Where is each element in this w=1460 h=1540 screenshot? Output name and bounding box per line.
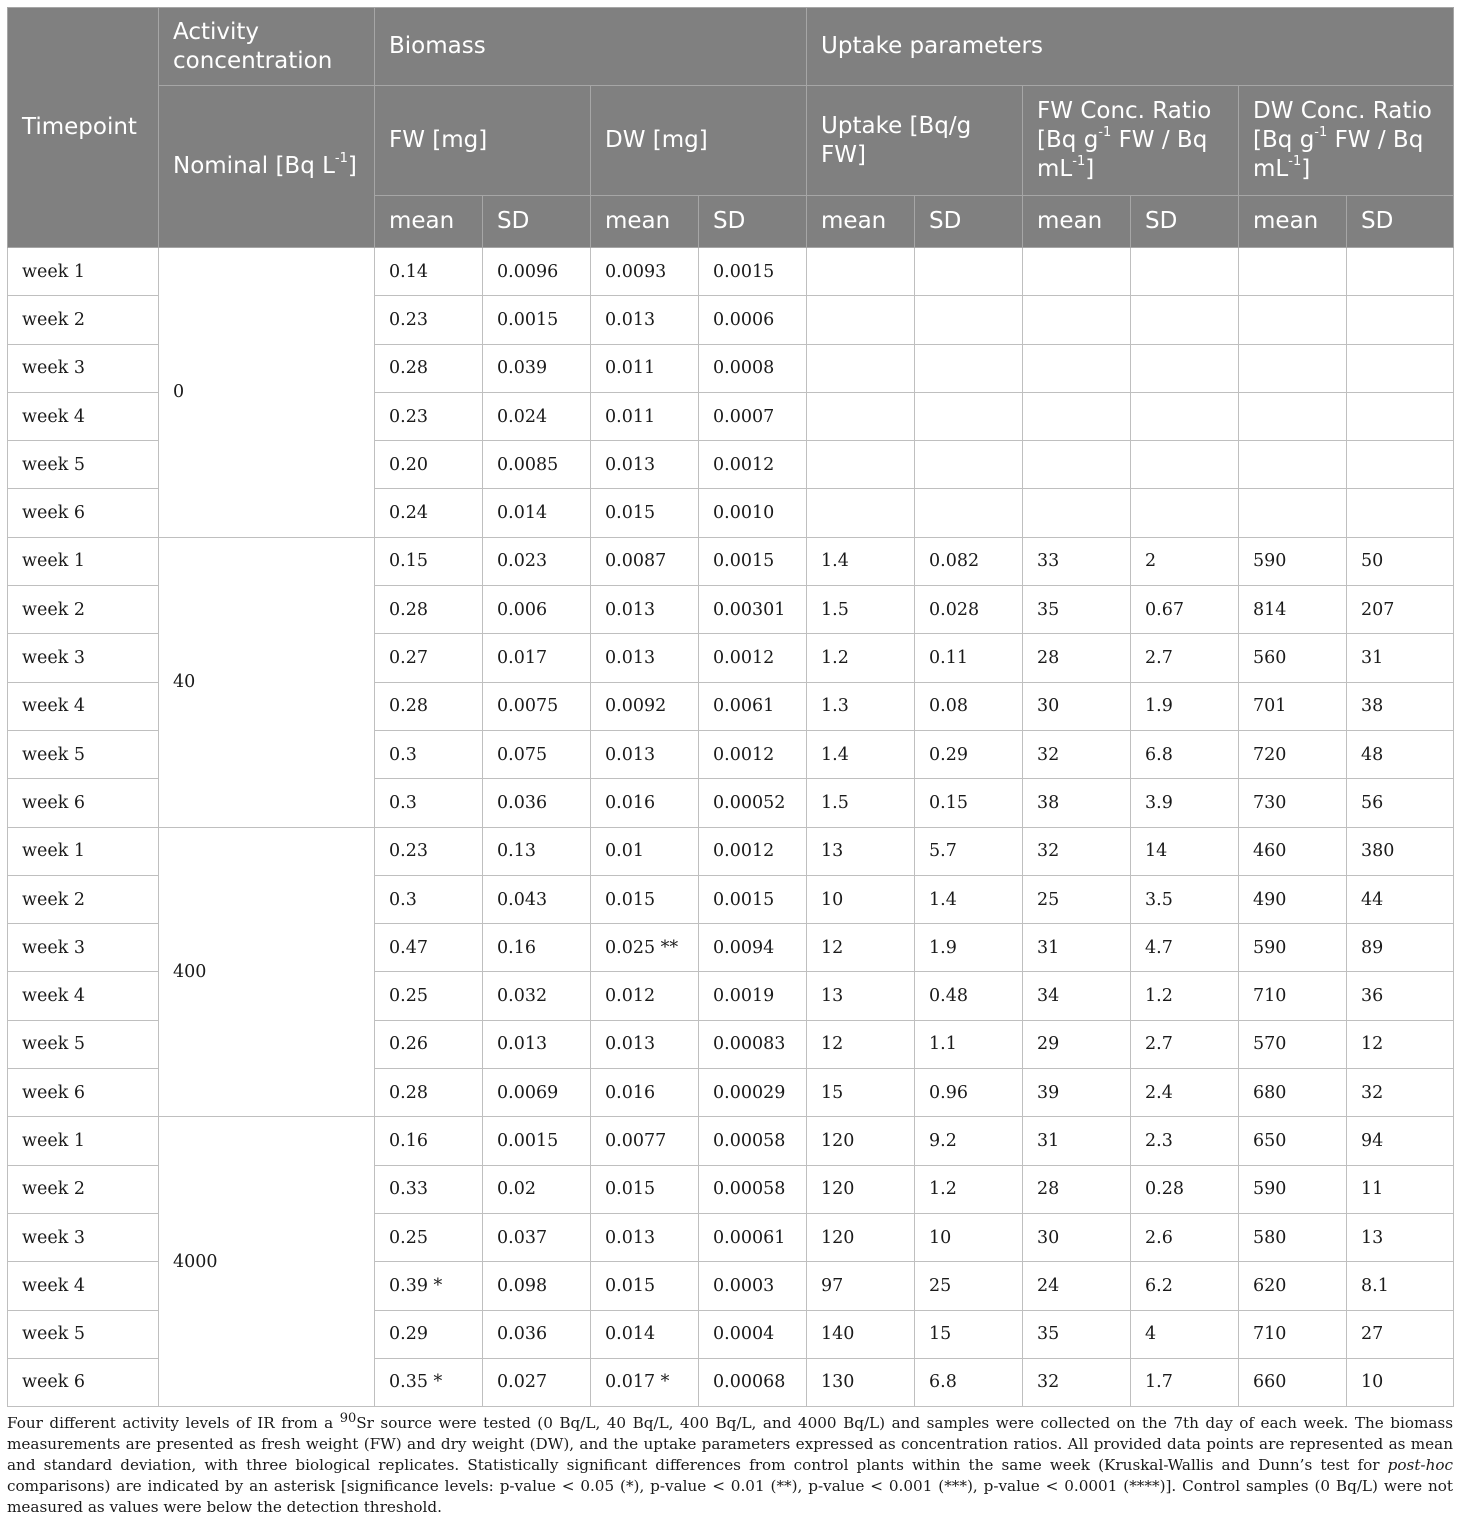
cell-value — [915, 296, 1023, 344]
cell-timepoint: week 4 — [8, 682, 159, 730]
cell-value: 9.2 — [915, 1117, 1023, 1165]
cell-value: 0.0019 — [699, 972, 807, 1020]
cell-timepoint: week 6 — [8, 1069, 159, 1117]
cell-value: 4 — [1131, 1310, 1239, 1358]
cell-value: 0.013 — [591, 586, 699, 634]
cell-value: 25 — [915, 1262, 1023, 1310]
cell-value: 0.013 — [591, 296, 699, 344]
header-uptake-sd: SD — [915, 196, 1023, 248]
header-fw-conc-mean: mean — [1023, 196, 1131, 248]
cell-value: 0.025 ** — [591, 924, 699, 972]
cell-value: 32 — [1023, 730, 1131, 778]
cell-value: 0.0004 — [699, 1310, 807, 1358]
cell-value: 0.02 — [483, 1165, 591, 1213]
cell-value: 29 — [1023, 1020, 1131, 1068]
header-fw-conc-ratio: FW Conc. Ratio [Bq $g^{-1}$ FW / Bq $mL^{-1}$] — [1023, 86, 1239, 196]
cell-value: 30 — [1023, 682, 1131, 730]
cell-value: 0.043 — [483, 875, 591, 923]
cell-value: 0.036 — [483, 779, 591, 827]
cell-value: 0.0012 — [699, 634, 807, 682]
cell-value: 560 — [1239, 634, 1347, 682]
cell-value: 0.0093 — [591, 248, 699, 296]
cell-value: 0.0010 — [699, 489, 807, 537]
cell-value: 10 — [807, 875, 915, 923]
header-dw-sd: SD — [699, 196, 807, 248]
cell-value: 36 — [1347, 972, 1454, 1020]
cell-value: 30 — [1023, 1213, 1131, 1261]
cell-value — [915, 248, 1023, 296]
cell-value — [1131, 248, 1239, 296]
cell-value: 0.13 — [483, 827, 591, 875]
cell-value: 0.0006 — [699, 296, 807, 344]
cell-value: 0.024 — [483, 392, 591, 440]
cell-value: 1.9 — [915, 924, 1023, 972]
cell-value: 0.027 — [483, 1358, 591, 1406]
cell-timepoint: week 4 — [8, 392, 159, 440]
cell-value: 39 — [1023, 1069, 1131, 1117]
cell-value: 0.29 — [915, 730, 1023, 778]
cell-value: 0.23 — [375, 392, 483, 440]
cell-value: 0.00301 — [699, 586, 807, 634]
cell-value: 12 — [807, 1020, 915, 1068]
cell-value: 0.0096 — [483, 248, 591, 296]
cell-value: 1.1 — [915, 1020, 1023, 1068]
cell-concentration: 40 — [159, 537, 375, 827]
cell-value: 4.7 — [1131, 924, 1239, 972]
cell-value: 44 — [1347, 875, 1454, 923]
cell-value — [1347, 441, 1454, 489]
cell-value: 0.0085 — [483, 441, 591, 489]
cell-value: 1.3 — [807, 682, 915, 730]
cell-value: 0.96 — [915, 1069, 1023, 1117]
cell-value: 0.0008 — [699, 344, 807, 392]
cell-value: 814 — [1239, 586, 1347, 634]
cell-value: 0.075 — [483, 730, 591, 778]
cell-value: 0.25 — [375, 1213, 483, 1261]
cell-value — [1131, 392, 1239, 440]
header-uptake-parameters: Uptake parameters — [807, 8, 1454, 86]
cell-concentration: 0 — [159, 248, 375, 538]
cell-value: 0.16 — [483, 924, 591, 972]
cell-value: 0.037 — [483, 1213, 591, 1261]
cell-value: 680 — [1239, 1069, 1347, 1117]
cell-value — [1131, 296, 1239, 344]
cell-value: 0.0003 — [699, 1262, 807, 1310]
cell-value: 490 — [1239, 875, 1347, 923]
cell-value: 207 — [1347, 586, 1454, 634]
table-footnote: Four different activity levels of IR from a 90Sr source were tested (0 Bq/L, 40 Bq/L, 400 Bq/L, and 4000 Bq/L) and samples were collected on the 7th day of each week. The biomass measurements are presented as fresh weight (FW) and dry weight (DW), and the uptake parameters expressed as concentration ratios. All provided data points are represented as mean and standard deviation, with three biological replicates. Statistically significant differences from control plants within the same week (Kruskal-Wallis and Dunn’s test for post-hoc comparisons) are indicated by an asterisk [significance levels: p-value < 0.05 (*), p-value < 0.01 (**), p-value < 0.001 (***), p-value < 0.0001 (****)]. Control samples (0 Bq/L) were not measured as values were below the detection threshold. — [7, 1410, 1454, 1516]
cell-value: 1.7 — [1131, 1358, 1239, 1406]
cell-value: 15 — [807, 1069, 915, 1117]
cell-value: 0.082 — [915, 537, 1023, 585]
cell-value: 32 — [1347, 1069, 1454, 1117]
cell-timepoint: week 2 — [8, 1165, 159, 1213]
cell-value: 0.28 — [375, 682, 483, 730]
cell-timepoint: week 5 — [8, 730, 159, 778]
cell-value: 2.4 — [1131, 1069, 1239, 1117]
cell-value: 0.00052 — [699, 779, 807, 827]
cell-value: 0.0069 — [483, 1069, 591, 1117]
cell-value: 0.23 — [375, 827, 483, 875]
table-body — [8, 248, 1454, 1407]
table-row — [8, 1117, 1454, 1165]
cell-timepoint: week 5 — [8, 441, 159, 489]
cell-value: 0.011 — [591, 344, 699, 392]
cell-value — [1023, 441, 1131, 489]
cell-timepoint: week 2 — [8, 296, 159, 344]
cell-value: 35 — [1023, 586, 1131, 634]
cell-value: 720 — [1239, 730, 1347, 778]
cell-value — [915, 392, 1023, 440]
header-dw-conc-ratio: DW Conc. Ratio [Bq $g^{-1}$ FW / Bq $mL^{-1}$] — [1239, 86, 1454, 196]
cell-value: 0.006 — [483, 586, 591, 634]
cell-value: 701 — [1239, 682, 1347, 730]
cell-value: 130 — [807, 1358, 915, 1406]
cell-value: 0.017 * — [591, 1358, 699, 1406]
cell-value: 0.015 — [591, 1165, 699, 1213]
cell-value: 590 — [1239, 924, 1347, 972]
cell-value: 0.0015 — [699, 248, 807, 296]
cell-value: 0.0087 — [591, 537, 699, 585]
cell-value — [807, 441, 915, 489]
cell-value: 0.47 — [375, 924, 483, 972]
cell-value: 0.08 — [915, 682, 1023, 730]
cell-value: 0.00061 — [699, 1213, 807, 1261]
cell-value: 1.2 — [915, 1165, 1023, 1213]
cell-value: 1.4 — [807, 537, 915, 585]
header-dw-conc-mean: mean — [1239, 196, 1347, 248]
cell-timepoint: week 3 — [8, 634, 159, 682]
cell-value: 0.00029 — [699, 1069, 807, 1117]
cell-value: 33 — [1023, 537, 1131, 585]
cell-value: 0.00058 — [699, 1165, 807, 1213]
cell-timepoint: week 5 — [8, 1310, 159, 1358]
cell-value: 56 — [1347, 779, 1454, 827]
cell-value — [1347, 248, 1454, 296]
cell-value: 120 — [807, 1117, 915, 1165]
cell-value: 2 — [1131, 537, 1239, 585]
cell-value: 0.015 — [591, 1262, 699, 1310]
cell-value: 1.2 — [807, 634, 915, 682]
cell-value: 0.032 — [483, 972, 591, 1020]
cell-value: 2.7 — [1131, 634, 1239, 682]
cell-value: 0.28 — [375, 344, 483, 392]
cell-value: 590 — [1239, 1165, 1347, 1213]
cell-value: 28 — [1023, 634, 1131, 682]
cell-value — [1239, 296, 1347, 344]
header-uptake: Uptake [Bq/g FW] — [807, 86, 1023, 196]
cell-value — [1023, 296, 1131, 344]
header-uptake-mean: mean — [807, 196, 915, 248]
cell-value: 0.0012 — [699, 730, 807, 778]
cell-value — [1131, 489, 1239, 537]
cell-timepoint: week 6 — [8, 779, 159, 827]
cell-timepoint: week 2 — [8, 586, 159, 634]
cell-value: 0.0012 — [699, 827, 807, 875]
cell-value: 8.1 — [1347, 1262, 1454, 1310]
cell-value: 1.2 — [1131, 972, 1239, 1020]
cell-value: 0.011 — [591, 392, 699, 440]
cell-value: 3.9 — [1131, 779, 1239, 827]
cell-value: 0.013 — [591, 1020, 699, 1068]
cell-value — [1347, 344, 1454, 392]
cell-value: 0.39 * — [375, 1262, 483, 1310]
cell-timepoint: week 6 — [8, 489, 159, 537]
cell-value: 32 — [1023, 1358, 1131, 1406]
cell-value: 120 — [807, 1213, 915, 1261]
cell-timepoint: week 1 — [8, 537, 159, 585]
table-header — [8, 8, 1454, 248]
cell-value: 24 — [1023, 1262, 1131, 1310]
cell-value: 50 — [1347, 537, 1454, 585]
cell-value: 0.28 — [375, 1069, 483, 1117]
cell-value: 380 — [1347, 827, 1454, 875]
cell-value: 0.16 — [375, 1117, 483, 1165]
cell-value — [1023, 248, 1131, 296]
cell-value: 32 — [1023, 827, 1131, 875]
cell-value: 0.23 — [375, 296, 483, 344]
cell-value: 5.7 — [915, 827, 1023, 875]
cell-value — [915, 344, 1023, 392]
cell-value — [807, 489, 915, 537]
cell-value — [1131, 441, 1239, 489]
cell-value: 0.0015 — [699, 875, 807, 923]
cell-value: 0.0015 — [699, 537, 807, 585]
header-dw-conc-sd: SD — [1347, 196, 1454, 248]
cell-value: 0.012 — [591, 972, 699, 1020]
header-fw-mean: mean — [375, 196, 483, 248]
cell-value: 48 — [1347, 730, 1454, 778]
cell-value — [915, 489, 1023, 537]
cell-value: 0.0061 — [699, 682, 807, 730]
cell-value — [1239, 344, 1347, 392]
cell-timepoint: week 2 — [8, 875, 159, 923]
cell-value: 0.29 — [375, 1310, 483, 1358]
cell-value: 0.15 — [375, 537, 483, 585]
cell-value: 0.0007 — [699, 392, 807, 440]
cell-value — [807, 248, 915, 296]
cell-value: 0.039 — [483, 344, 591, 392]
cell-value: 1.4 — [915, 875, 1023, 923]
cell-value: 0.35 * — [375, 1358, 483, 1406]
cell-value — [1347, 392, 1454, 440]
cell-value: 38 — [1347, 682, 1454, 730]
cell-timepoint: week 6 — [8, 1358, 159, 1406]
cell-value: 34 — [1023, 972, 1131, 1020]
cell-value: 3.5 — [1131, 875, 1239, 923]
cell-value: 0.3 — [375, 779, 483, 827]
cell-value: 13 — [807, 972, 915, 1020]
cell-timepoint: week 4 — [8, 1262, 159, 1310]
cell-value: 13 — [1347, 1213, 1454, 1261]
cell-value: 0.015 — [591, 489, 699, 537]
cell-value: 0.014 — [483, 489, 591, 537]
cell-value — [807, 344, 915, 392]
cell-value: 0.013 — [591, 730, 699, 778]
cell-value: 0.0092 — [591, 682, 699, 730]
cell-value: 0.11 — [915, 634, 1023, 682]
cell-value — [1239, 441, 1347, 489]
cell-value: 2.6 — [1131, 1213, 1239, 1261]
cell-value — [807, 392, 915, 440]
cell-value: 0.24 — [375, 489, 483, 537]
cell-value: 0.01 — [591, 827, 699, 875]
cell-timepoint: week 3 — [8, 1213, 159, 1261]
cell-value: 0.0012 — [699, 441, 807, 489]
cell-value: 25 — [1023, 875, 1131, 923]
header-timepoint: Timepoint — [8, 8, 159, 248]
cell-value: 0.20 — [375, 441, 483, 489]
cell-value: 0.013 — [591, 441, 699, 489]
header-dw: DW [mg] — [591, 86, 807, 196]
cell-value: 12 — [1347, 1020, 1454, 1068]
table-row — [8, 827, 1454, 875]
cell-value: 590 — [1239, 537, 1347, 585]
cell-value — [1347, 296, 1454, 344]
cell-timepoint: week 4 — [8, 972, 159, 1020]
header-nominal: Nominal [Bq $L^{-1}$] — [159, 86, 375, 248]
cell-value: 0.00058 — [699, 1117, 807, 1165]
cell-value: 0.27 — [375, 634, 483, 682]
cell-value: 94 — [1347, 1117, 1454, 1165]
cell-value: 730 — [1239, 779, 1347, 827]
cell-value: 0.098 — [483, 1262, 591, 1310]
cell-value: 0.28 — [375, 586, 483, 634]
cell-value: 31 — [1023, 1117, 1131, 1165]
cell-value: 0.3 — [375, 730, 483, 778]
cell-value: 0.28 — [1131, 1165, 1239, 1213]
cell-value — [915, 441, 1023, 489]
cell-value: 6.8 — [1131, 730, 1239, 778]
cell-value: 0.0075 — [483, 682, 591, 730]
cell-value: 660 — [1239, 1358, 1347, 1406]
table-row — [8, 537, 1454, 585]
cell-value: 0.0015 — [483, 296, 591, 344]
cell-value: 12 — [807, 924, 915, 972]
cell-value: 14 — [1131, 827, 1239, 875]
cell-value: 0.00083 — [699, 1020, 807, 1068]
table-container — [7, 7, 1453, 1407]
cell-value — [1023, 344, 1131, 392]
results-table — [7, 7, 1454, 1407]
cell-value — [1239, 392, 1347, 440]
cell-concentration: 4000 — [159, 1117, 375, 1407]
cell-value: 0.14 — [375, 248, 483, 296]
cell-value: 89 — [1347, 924, 1454, 972]
header-dw-mean: mean — [591, 196, 699, 248]
cell-concentration: 400 — [159, 827, 375, 1117]
header-activity-concentration: Activity concentration — [159, 8, 375, 86]
header-fw-sd: SD — [483, 196, 591, 248]
cell-value: 0.0077 — [591, 1117, 699, 1165]
cell-value: 31 — [1023, 924, 1131, 972]
cell-value: 0.0094 — [699, 924, 807, 972]
cell-timepoint: week 1 — [8, 248, 159, 296]
cell-value: 140 — [807, 1310, 915, 1358]
cell-value: 0.013 — [591, 634, 699, 682]
cell-value: 120 — [807, 1165, 915, 1213]
cell-value: 11 — [1347, 1165, 1454, 1213]
cell-value: 0.016 — [591, 779, 699, 827]
cell-value: 28 — [1023, 1165, 1131, 1213]
cell-timepoint: week 1 — [8, 1117, 159, 1165]
cell-value: 0.013 — [591, 1213, 699, 1261]
cell-value — [1239, 489, 1347, 537]
cell-value: 31 — [1347, 634, 1454, 682]
cell-timepoint: week 3 — [8, 924, 159, 972]
cell-value: 10 — [1347, 1358, 1454, 1406]
cell-value: 570 — [1239, 1020, 1347, 1068]
cell-value — [1347, 489, 1454, 537]
cell-value: 460 — [1239, 827, 1347, 875]
cell-value: 2.3 — [1131, 1117, 1239, 1165]
cell-value: 0.3 — [375, 875, 483, 923]
cell-value: 0.015 — [591, 875, 699, 923]
cell-value: 0.023 — [483, 537, 591, 585]
cell-value — [807, 296, 915, 344]
cell-value: 10 — [915, 1213, 1023, 1261]
cell-value: 27 — [1347, 1310, 1454, 1358]
cell-timepoint: week 3 — [8, 344, 159, 392]
header-fw: FW [mg] — [375, 86, 591, 196]
cell-value: 0.014 — [591, 1310, 699, 1358]
cell-value: 0.00068 — [699, 1358, 807, 1406]
cell-value: 6.8 — [915, 1358, 1023, 1406]
cell-value: 650 — [1239, 1117, 1347, 1165]
cell-value: 1.9 — [1131, 682, 1239, 730]
cell-value — [1023, 489, 1131, 537]
cell-value: 710 — [1239, 1310, 1347, 1358]
cell-value: 0.017 — [483, 634, 591, 682]
cell-value: 0.48 — [915, 972, 1023, 1020]
cell-value: 6.2 — [1131, 1262, 1239, 1310]
cell-value: 0.33 — [375, 1165, 483, 1213]
cell-value: 0.016 — [591, 1069, 699, 1117]
cell-value: 0.15 — [915, 779, 1023, 827]
cell-value: 0.25 — [375, 972, 483, 1020]
cell-value: 1.5 — [807, 586, 915, 634]
cell-value: 15 — [915, 1310, 1023, 1358]
cell-value: 38 — [1023, 779, 1131, 827]
cell-value: 0.036 — [483, 1310, 591, 1358]
cell-value: 0.67 — [1131, 586, 1239, 634]
cell-timepoint: week 5 — [8, 1020, 159, 1068]
cell-value: 13 — [807, 827, 915, 875]
cell-value: 0.26 — [375, 1020, 483, 1068]
table-row — [8, 248, 1454, 296]
cell-value — [1023, 392, 1131, 440]
header-biomass: Biomass — [375, 8, 807, 86]
cell-value: 0.013 — [483, 1020, 591, 1068]
cell-value: 0.028 — [915, 586, 1023, 634]
cell-timepoint: week 1 — [8, 827, 159, 875]
cell-value: 1.4 — [807, 730, 915, 778]
cell-value: 2.7 — [1131, 1020, 1239, 1068]
cell-value: 1.5 — [807, 779, 915, 827]
cell-value: 35 — [1023, 1310, 1131, 1358]
cell-value: 0.0015 — [483, 1117, 591, 1165]
cell-value — [1239, 248, 1347, 296]
cell-value: 580 — [1239, 1213, 1347, 1261]
cell-value: 710 — [1239, 972, 1347, 1020]
cell-value: 620 — [1239, 1262, 1347, 1310]
header-fw-conc-sd: SD — [1131, 196, 1239, 248]
cell-value: 97 — [807, 1262, 915, 1310]
cell-value — [1131, 344, 1239, 392]
